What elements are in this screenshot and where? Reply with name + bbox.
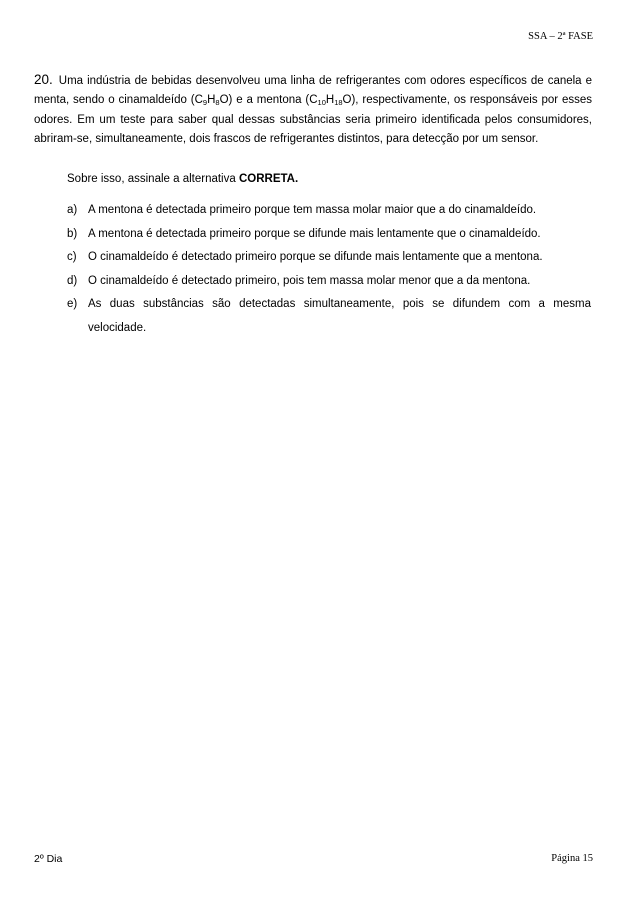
option-text: A mentona é detectada primeiro porque se difunde mais lentamente que o cinamaldeído. (88, 227, 541, 240)
option-text: O cinamaldeído é detectado primeiro, pois tem massa molar menor que a da mentona. (88, 274, 531, 287)
statement-text-1: Uma indústria de bebidas desenvolveu uma linha de refrigerantes com odores específicos de canela e menta, sendo o cinamaldeído (C (34, 75, 592, 107)
option-e[interactable] (67, 293, 591, 340)
option-d[interactable] (67, 270, 591, 294)
prompt-emphasis: CORRETA. (238, 173, 299, 185)
option-letter: b) (67, 227, 78, 240)
option-text: As duas substâncias são detectadas simultaneamente, pois se difundem com a mesma velocidade. (88, 298, 591, 334)
option-text: A mentona é detectada primeiro porque tem massa molar maior que a do cinamaldeído. (88, 204, 537, 216)
option-letter: e) (67, 298, 78, 310)
question-statement (34, 70, 592, 149)
footer-day: 2º Dia (34, 853, 63, 865)
question-prompt (67, 171, 587, 187)
option-letter: a) (67, 204, 78, 216)
option-letter: d) (67, 274, 78, 287)
statement-text-4: H (325, 94, 335, 107)
option-a[interactable] (67, 199, 591, 223)
statement-text-5: O), respectivamente, os responsáveis por esses odores. Em um teste para saber qual dessas substâncias seria primeiro identificada pelos consumidores, abriram-se, simultaneamente, dois frascos de refrigerantes distintos, para detecção por um sensor. (34, 94, 592, 145)
option-b[interactable] (67, 223, 591, 247)
prompt-text: Sobre isso, assinale a alternativa (67, 173, 239, 185)
statement-text-3: O) e a mentona (C (219, 94, 318, 107)
answer-options (67, 199, 591, 340)
statement-text-2: H (207, 94, 216, 107)
option-letter: c) (67, 251, 77, 263)
page-header: SSA – 2ª FASE (528, 31, 593, 42)
question-number: 20. (34, 72, 53, 87)
option-text: O cinamaldeído é detectado primeiro porque se difunde mais lentamente que a mentona. (88, 251, 543, 263)
page-number: Página 15 (551, 853, 593, 864)
subscript-c-menthone: 10 (317, 98, 326, 108)
subscript-c-cinnamaldehyde: 9 (202, 98, 208, 108)
subscript-h-cinnamaldehyde: 8 (215, 98, 220, 108)
option-c[interactable] (67, 246, 591, 270)
subscript-h-menthone: 18 (334, 98, 343, 108)
